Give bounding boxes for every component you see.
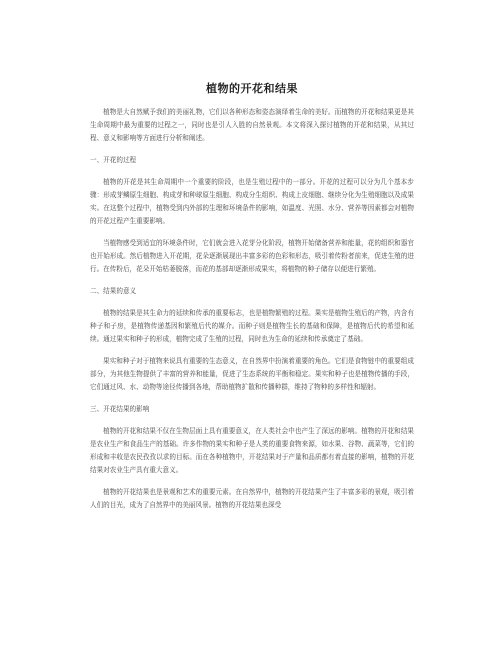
paragraph: 植物的结果是其生命力的延续和传承的重要标志，也是植物繁殖的过程。果实是植物生殖后的产物，内含有种子和子房，是植物传递基因和繁殖后代的媒介。而种子则是植物生长的基础和保障，是植物后代的希望和延续。通过果实和种子的形成，植物完成了生殖的过程，同时也为生命的延续和传承奠定了基础。 <box>90 309 414 343</box>
paragraph: 果实和种子对于植物来说具有重要的生态意义，在自然界中扮演着重要的角色。它们是食物链中的重要组成部分，为其他生物提供了丰富的营养和能量，促进了生态系统的平衡和稳定。果实和种子也是植物传播的手段，它们通过风、水、动物等途径传播到各地，帮助植物扩散和传播种群，维持了物种的多样性和辐射。 <box>90 357 414 391</box>
section-heading-impact: 三、开花结果的影响 <box>90 405 150 413</box>
paragraph: 当植物感受到适宜的环境条件时，它们就会进入花芽分化阶段，植物开始储备营养和能量，花的组织和器官也开始形成。然后植物进入开花期，花朵逐渐展现出丰富多彩的色彩和形态，吸引着传粉者前来，促进生殖的进行。在传粉后，花朵开始枯萎脱落，而花的基部却逐渐形成果实，将植物的种子储存以便进行繁殖。 <box>90 239 414 273</box>
section-heading-fruit-meaning: 二、结果的意义 <box>90 287 137 295</box>
paragraph: 植物的开花结果也是景观和艺术的重要元素。在自然界中，植物的开花结果产生了丰富多彩的景观，吸引着人们的目光，成为了自然界中的美丽风景。植物的开花结果也深受 <box>90 488 414 509</box>
section-heading-flowering-process: 一、开花的过程 <box>90 156 137 164</box>
document-title: 植物的开花和结果 <box>206 82 298 95</box>
paragraph: 植物的开花和结果不仅在生物层面上具有重要意义，在人类社会中也产生了深远的影响。植物的开花和结果是农业生产和食品生产的基础。许多作物的果实和种子是人类的重要食物来源，如水果、谷物、蔬菜等，它们的形成和丰收是农民孜孜以求的目标。而在各种植物中，开花结果对于产量和品质都有着直接的影响，植物的开花结果对农业生产具有重大意义。 <box>90 427 414 474</box>
paragraph: 植物的开花是其生命周期中一个重要的阶段，也是生殖过程中的一部分。开花的过程可以分为几个基本步骤：形成芽鳞原生细胞、构成芽和种球原生细胞、构成分生组织、构成上皮细胞、继续分化为生殖细胞以及成果实。在这整个过程中，植物受到内外部的生理和环境条件的影响，如温度、光照、水分、营养等因素都会对植物的开花过程产生重要影响。 <box>90 178 414 225</box>
intro-paragraph: 植物是大自然赋予我们的美丽礼物，它们以各种形态和姿态演绎着生命的美好。而植物的开花和结果更是其生命周期中最为重要的过程之一，同时也是引人入胜的自然景观。本文将深入探讨植物的开花和结果，从其过程、意义和影响等方面进行分析和阐述。 <box>90 108 414 142</box>
